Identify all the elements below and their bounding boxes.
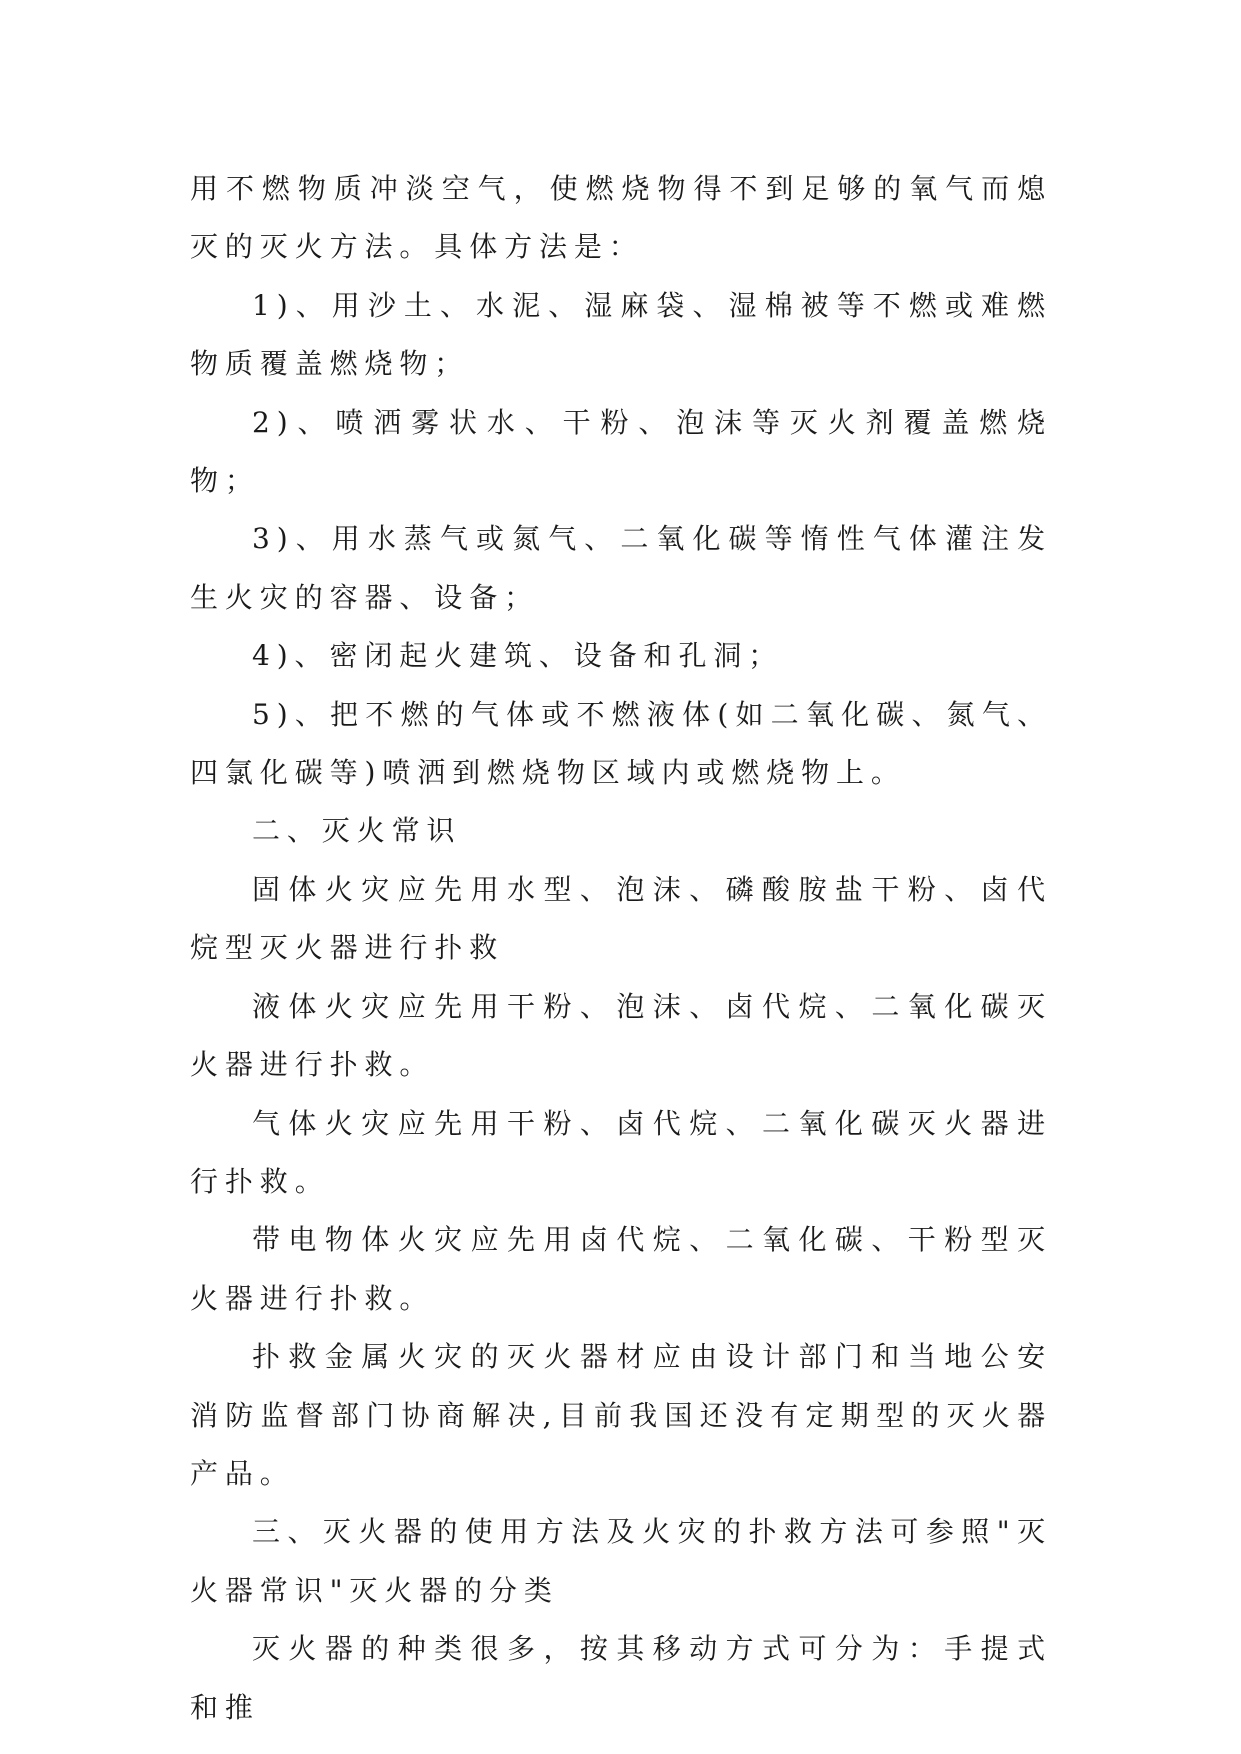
paragraph-gas-fire: 气体火灾应先用干粉、卤代烷、二氧化碳灭火器进行扑救。 (190, 1106, 1052, 1198)
paragraph-method-1: 1)、用沙土、水泥、湿麻袋、湿棉被等不燃或难燃物质覆盖燃烧物； (190, 288, 1052, 381)
paragraph-method-4: 4)、密闭起火建筑、设备和孔洞； (252, 639, 784, 673)
section-heading-2: 二、灭火常识 (252, 814, 462, 848)
paragraph-metal-fire: 扑救金属火灾的灭火器材应由设计部门和当地公安消防监督部门协商解决,目前我国还没有定期型的灭火器产品。 (190, 1340, 1052, 1490)
paragraph-method-2: 2)、喷洒雾状水、干粉、泡沫等灭火剂覆盖燃烧物； (190, 405, 1052, 498)
paragraph-liquid-fire: 液体火灾应先用干粉、泡沫、卤代烷、二氧化碳灭火器进行扑救。 (190, 989, 1052, 1082)
paragraph-method-3: 3)、用水蒸气或氮气、二氧化碳等惰性气体灌注发生火灾的容器、设备； (190, 522, 1052, 614)
document-body (190, 160, 1052, 1737)
paragraph-method-5: 5)、把不燃的气体或不燃液体(如二氧化碳、氮气、四氯化碳等)喷洒到燃烧物区域内或燃烧物上。 (190, 697, 1052, 790)
section-heading-3: 三、灭火器的使用方法及火灾的扑救方法可参照"灭火器常识"灭火器的分类 (190, 1515, 1052, 1607)
paragraph-suffocation-method: 用不燃物质冲淡空气，使燃烧物得不到足够的氧气而熄灭的灭火方法。具体方法是： (190, 172, 1052, 264)
paragraph-electrical-fire: 带电物体火灾应先用卤代烷、二氧化碳、干粉型灭火器进行扑救。 (190, 1223, 1052, 1315)
paragraph-solid-fire: 固体火灾应先用水型、泡沫、磷酸胺盐干粉、卤代烷型灭火器进行扑救 (190, 872, 1052, 965)
paragraph-extinguisher-types: 灭火器的种类很多，按其移动方式可分为：手提式和推 (190, 1632, 1052, 1724)
